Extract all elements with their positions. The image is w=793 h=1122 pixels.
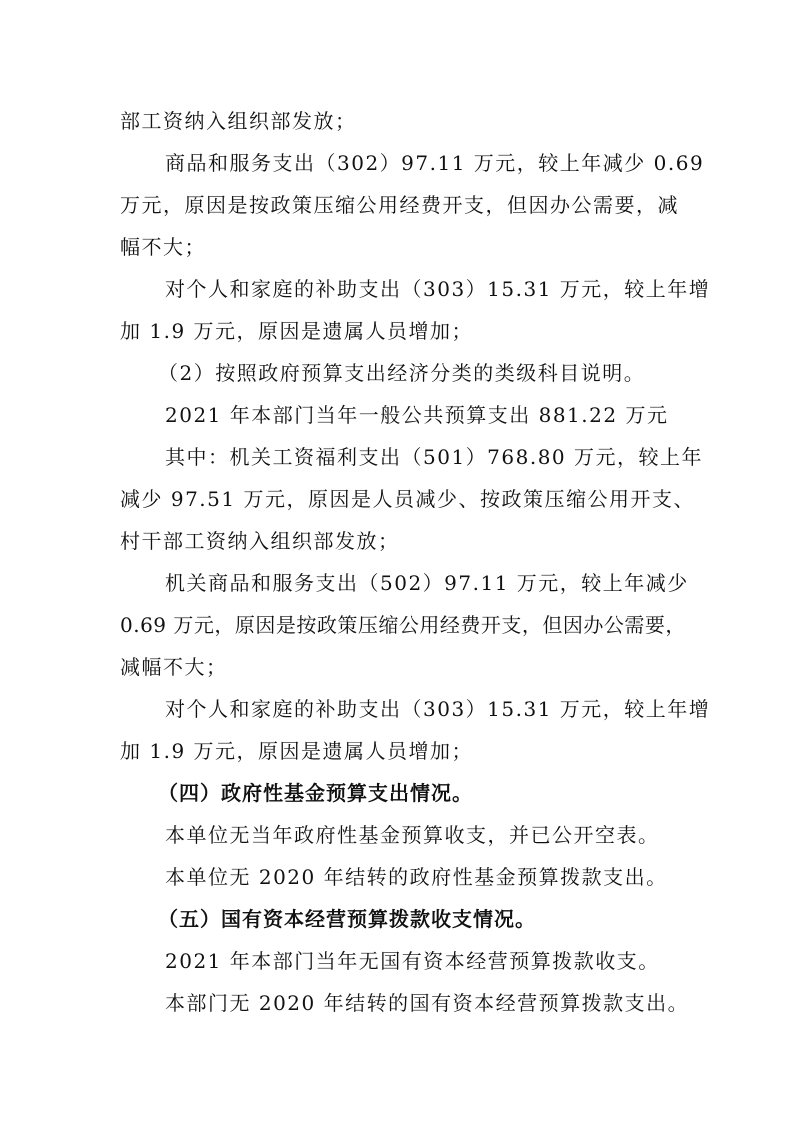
paragraph-line: 对个人和家庭的补助支出（303）15.31 万元，较上年增: [165, 277, 711, 301]
paragraph-line: 减幅不大；: [120, 655, 228, 679]
paragraph-line: 2021 年本部门当年一般公共预算支出 881.22 万元: [165, 403, 669, 427]
paragraph-line: 加 1.9 万元，原因是遗属人员增加；: [120, 739, 474, 763]
paragraph-line: 村干部工资纳入组织部发放；: [120, 529, 400, 553]
paragraph-line: （2）按照政府预算支出经济分类的类级科目说明。: [158, 361, 646, 385]
paragraph-line: 0.69 万元，原因是按政策压缩公用经费开支，但因办公需要，: [120, 613, 686, 637]
paragraph-line: 2021 年本部门当年无国有资本经营预算拨款收支。: [165, 949, 660, 973]
paragraph-line: 本单位无当年政府性基金预算收支，并已公开空表。: [165, 823, 660, 847]
paragraph-line: 减少 97.51 万元，原因是人员减少、按政策压缩公用开支、: [120, 487, 695, 511]
paragraph-line: 部工资纳入组织部发放；: [120, 109, 357, 133]
paragraph-line: 本单位无 2020 年结转的政府性基金预算拨款支出。: [165, 865, 668, 889]
paragraph-line: 本部门无 2020 年结转的国有资本经营预算拨款支出。: [165, 991, 690, 1015]
paragraph-line: 其中：机关工资福利支出（501）768.80 万元，较上年: [165, 445, 704, 469]
paragraph-line: 万元，原因是按政策压缩公用经费开支，但因办公需要，减: [120, 193, 679, 217]
paragraph-line: 机关商品和服务支出（502）97.11 万元，较上年减少: [165, 571, 689, 595]
section-heading: （五）国有资本经营预算拨款收支情况。: [158, 907, 536, 931]
paragraph-line: 幅不大；: [120, 235, 206, 259]
paragraph-line: 加 1.9 万元，原因是遗属人员增加；: [120, 319, 474, 343]
section-heading: （四）政府性基金预算支出情况。: [158, 781, 473, 805]
paragraph-line: 商品和服务支出（302）97.11 万元，较上年减少 0.69: [165, 151, 705, 175]
paragraph-line: 对个人和家庭的补助支出（303）15.31 万元，较上年增: [165, 697, 711, 721]
